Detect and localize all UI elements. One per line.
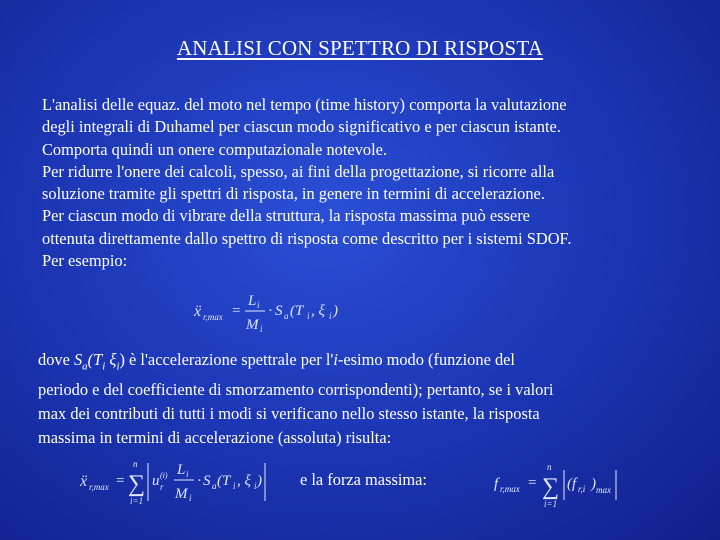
para2-line1 xyxy=(38,348,698,378)
formula3-sum-sign: ∑ xyxy=(542,474,560,500)
formula1-lhs: ẍ xyxy=(194,303,202,320)
formula2-lhs-sub: r,max xyxy=(89,482,109,492)
formula2-args-sub1: i xyxy=(233,481,236,491)
formula2-comma-xi: , ξ xyxy=(237,473,251,489)
formula2-dot: · xyxy=(197,473,202,489)
formula1-dot: · xyxy=(268,303,273,319)
formula1-numerator: L xyxy=(248,293,257,309)
formula1-spectrum: S xyxy=(275,303,283,319)
intro-line: ottenuta direttamente dallo spettro di risposta come descritto per i sistemi SDOF. xyxy=(42,228,572,248)
formula1-svg xyxy=(190,288,350,334)
para2-line4: massima in termini di accelerazione (assoluta) risulta: xyxy=(38,428,392,448)
formula3-lhs-sub: r,max xyxy=(500,484,520,494)
formula-max-force xyxy=(490,458,630,512)
para2-line2: periodo e del coefficiente di smorzamento corrispondenti); pertanto, se i valori xyxy=(38,380,554,400)
formula2-denominator: M xyxy=(175,486,188,502)
formula2-svg xyxy=(78,455,268,509)
para2-symbol-xi-sub: i xyxy=(116,360,120,373)
intro-line: Per ciascun modo di vibrare della struttura, la risposta massima può essere xyxy=(42,206,530,226)
formula-total-max-acceleration xyxy=(78,455,268,509)
max-force-label: e la forza massima: xyxy=(300,470,427,489)
intro-paragraph xyxy=(42,94,702,272)
formula1-args-sub2: i xyxy=(329,311,332,321)
intro-line: soluzione tramite gli spettri di risposta, in genere in termini di accelerazione. xyxy=(42,184,545,204)
formula3-sum-top: n xyxy=(547,462,552,472)
intro-line: Comporta quindi un onere computazionale notevole. xyxy=(42,139,388,159)
para2-text: dove xyxy=(38,350,74,369)
formula1-spectrum-sub: a xyxy=(284,311,289,321)
formula1-numerator-sub: i xyxy=(257,300,260,310)
para2-symbol-t-sub: i xyxy=(102,360,106,373)
slide-title: ANALISI CON SPETTRO DI RISPOSTA xyxy=(176,36,544,60)
formula2-sum-top: n xyxy=(133,459,138,469)
formula1-close: ) xyxy=(333,303,338,319)
intro-line: degli integrali di Duhamel per ciascun modo significativo e per ciascun istante. xyxy=(42,117,561,137)
formula1-args-sub1: i xyxy=(307,311,310,321)
formula-max-acceleration-mode xyxy=(190,288,350,334)
formula1-denominator-sub: i xyxy=(260,324,263,334)
formula1-comma-xi: , ξ xyxy=(311,303,325,319)
formula2-lhs: ẍ xyxy=(80,473,88,490)
formula2-spectrum: S xyxy=(203,473,211,489)
formula1-lhs-sub: r,max xyxy=(203,312,223,322)
formula1-denominator: M xyxy=(246,317,259,333)
formula2-spectrum-sub: a xyxy=(212,481,217,491)
para2-text: -esimo modo (funzione del xyxy=(337,350,515,369)
formula3-close-sub: max xyxy=(596,485,611,495)
formula2-u-sub: r xyxy=(160,482,164,492)
para2-symbol-s: S xyxy=(73,350,83,369)
formula2-u-sup: (i) xyxy=(160,471,168,480)
formula2-equals: = xyxy=(116,473,125,489)
intro-line: Per ridurre l'onere dei calcoli, spesso, ai fini della progettazione, si ricorre alla xyxy=(42,161,555,181)
formula2-close: ) xyxy=(257,473,262,489)
formula1-equals: = xyxy=(232,303,241,319)
para2-symbol-i: i xyxy=(333,350,338,369)
formula2-numerator: L xyxy=(177,462,186,478)
formula3-lhs: f xyxy=(494,476,499,492)
formula1-args: (T xyxy=(290,303,304,319)
para2-symbol-s-sub: a xyxy=(82,360,88,373)
intro-line: Per esempio: xyxy=(42,251,128,271)
formula2-args-sub2: i xyxy=(254,481,257,491)
formula2-numerator-sub: i xyxy=(186,469,189,479)
formula2-u: u xyxy=(152,473,160,489)
para2-symbol-xi: ξ xyxy=(105,350,117,369)
formula3-sum-bottom: i=1 xyxy=(544,499,558,509)
formula2-sum-bottom: i=1 xyxy=(130,496,144,506)
formula2-denominator-sub: i xyxy=(189,493,192,503)
para2-symbol-t: (T xyxy=(87,350,103,369)
formula3-paren: (f xyxy=(567,476,577,492)
explanation-paragraph xyxy=(38,348,698,450)
formula3-equals: = xyxy=(528,475,537,491)
formula3-f-sub: r,i xyxy=(578,484,586,494)
intro-line: L'analisi delle equaz. del moto nel tempo (time history) comporta la valutazione xyxy=(42,95,567,114)
para2-text: ) è l'accelerazione spettrale per l' xyxy=(119,350,334,369)
para2-line3: max dei contributi di tutti i modi si verificano nello stesso istante, la risposta xyxy=(38,404,540,424)
formula2-args: (T xyxy=(217,473,231,489)
formula3-svg xyxy=(490,458,630,512)
formula3-close: ) xyxy=(591,476,596,492)
formula2-sum-sign: ∑ xyxy=(128,471,146,497)
